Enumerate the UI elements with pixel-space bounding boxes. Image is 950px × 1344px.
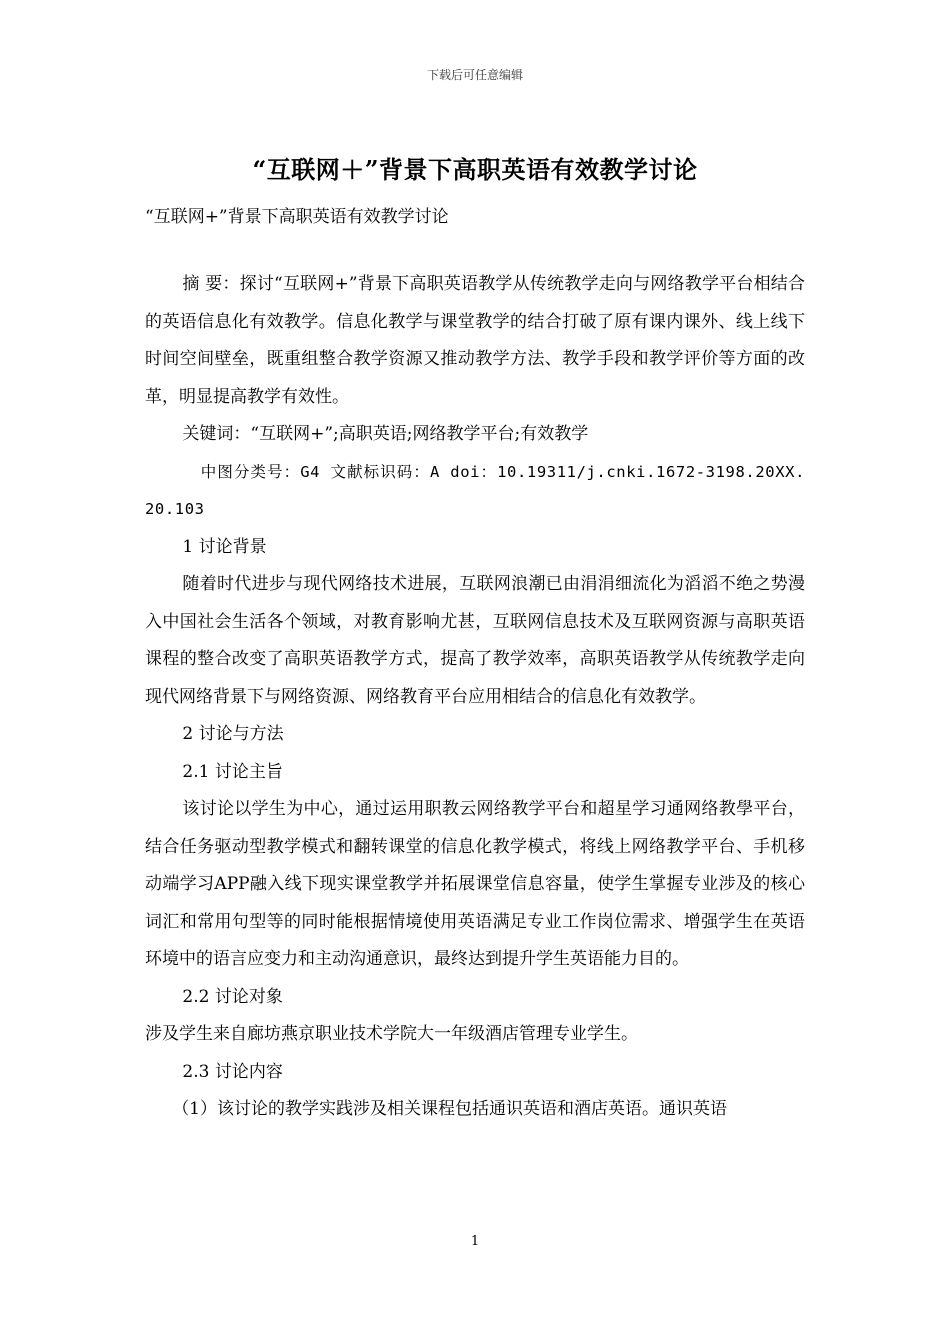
page-number: 1 bbox=[470, 1234, 480, 1249]
subtitle: “互联网+”背景下高职英语有效教学讨论 bbox=[145, 207, 449, 227]
section-2-heading: 2 讨论与方法 bbox=[182, 724, 284, 744]
page-title: “互联网＋”背景下高职英语有效教学讨论 bbox=[252, 155, 698, 184]
header-note: 下载后可任意编辑 bbox=[426, 68, 523, 82]
section-2-1-paragraph: 该讨论以学生为中心，通过运用职教云网络教学平台和超星学习通网络教學平台，结合任务驱动型教学模式和翻转课堂的信息化教学模式，将线上网络教学平台、手机移动端学习APP融入线下现实课堂教学并拓展课堂信息容量，使学生掌握专业涉及的核心词汇和常用句型等的同时能根据情境使用英语满足专业工作岗位需求、增强学生在英语环境中的语言应变力和主动沟通意识，最终达到提升学生英语能力目的。 bbox=[145, 799, 805, 969]
abstract-paragraph: 摘 要：探讨“互联网+”背景下高职英语教学从传统教学走向与网络教学平台相结合的英语信息化有效教学。信息化教学与课堂教学的结合打破了原有课内课外、线上线下时间空间壁垒，既重组整合教学资源又推动教学方法、教学手段和教学评价等方面的改革，明显提高教学有效性。 bbox=[145, 274, 805, 407]
section-2-2-paragraph: 涉及学生来自廊坊燕京职业技术学院大一年级酒店管理专业学生。 bbox=[145, 1024, 638, 1044]
document-body bbox=[145, 266, 805, 1129]
section-1-heading: 1 讨论背景 bbox=[182, 536, 267, 557]
keywords-paragraph: 关键词：“互联网+”;高职英语;网络教学平台;有效教学 bbox=[182, 424, 589, 444]
section-1-paragraph: 随着时代进步与现代网络技术进展，互联网浪潮已由涓涓细流化为滔滔不绝之势漫入中国社会生活各个领域，对教育影响尤甚，互联网信息技术及互联网资源与高职英语课程的整合改变了高职英语教学方式，提高了教学效率，高职英语教学从传统教学走向现代网络背景下与网络资源、网络教育平台应用相结合的信息化有效教学。 bbox=[145, 574, 805, 707]
section-2-2-heading: 2.2 讨论对象 bbox=[182, 986, 283, 1007]
section-2-1-heading: 2.1 讨论主旨 bbox=[182, 761, 283, 782]
section-2-3-heading: 2.3 讨论内容 bbox=[182, 1061, 283, 1082]
classification-paragraph: 中图分类号：G4 文献标识码：A doi：10.19311/j.cnki.1672-3198.20XX.20.103 bbox=[145, 462, 805, 518]
section-2-3-paragraph: （1）该讨论的教学实践涉及相关课程包括通识英语和酒店英语。通识英语 bbox=[172, 1099, 728, 1119]
